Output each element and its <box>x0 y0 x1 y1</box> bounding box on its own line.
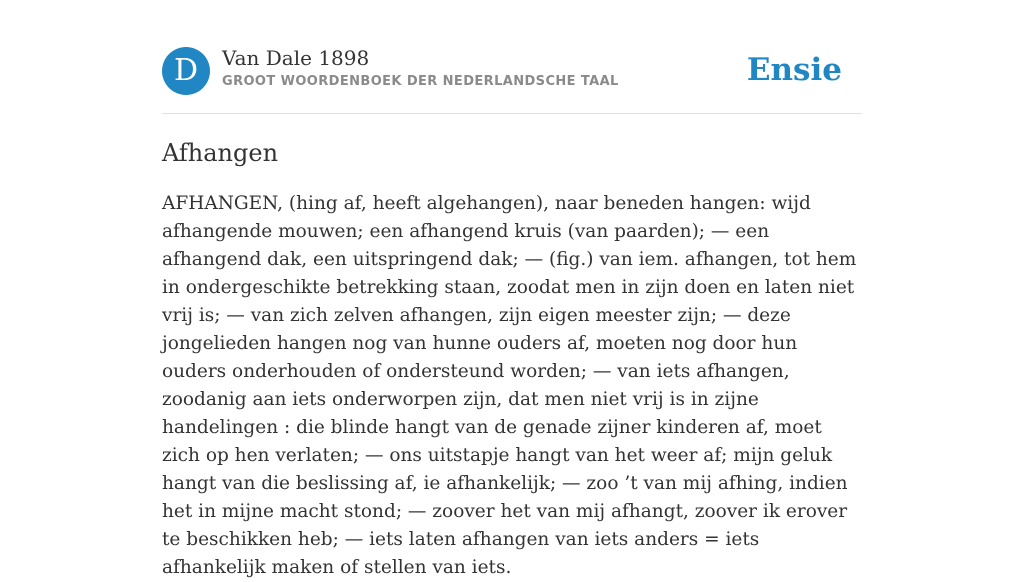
entry-title: Afhangen <box>162 139 279 167</box>
dictionary-title[interactable]: Van Dale 1898 <box>222 46 370 70</box>
ensie-logo[interactable]: Ensie <box>746 52 842 88</box>
entry-body: AFHANGEN, (hing af, heeft algehangen), naar beneden hangen: wijd afhangende mouwen; een afhangend kruis (van paarden); — een afhangend dak, een uitspringend dak; — (fig.) van iem. afhangen, tot hem in ondergeschikte betrekking staan, zoodat men in zijn doen en laten niet vrij is; — van zich zelven afhangen, zijn eigen meester zijn; — deze jongelieden hangen nog van hunne ouders af, moeten nog door hun ouders onderhouden of ondersteund worden; — van iets afhangen, zoodanig aan iets onderworpen zijn, dat men niet vrij is in zijne handelingen : die blinde hangt van de genade zijner kinderen af, moet zich op hen verlaten; — ons uitstapje hangt van het weer af; mijn geluk hangt van die beslissing af, ie afhankelijk; — zoo ’t van mij afhing, indien het in mijne macht stond; — zoover het van mij afhangt, zoover ik erover te beschikken heb; — iets laten afhangen van iets anders = iets afhankelijk maken of stellen van iets. <box>162 193 857 578</box>
header-divider <box>162 113 862 114</box>
dictionary-header <box>162 46 862 96</box>
dictionary-subtitle: GROOT WOORDENBOEK DER NEDERLANDSCHE TAAL <box>222 74 619 89</box>
dictionary-avatar[interactable]: D <box>162 47 210 95</box>
